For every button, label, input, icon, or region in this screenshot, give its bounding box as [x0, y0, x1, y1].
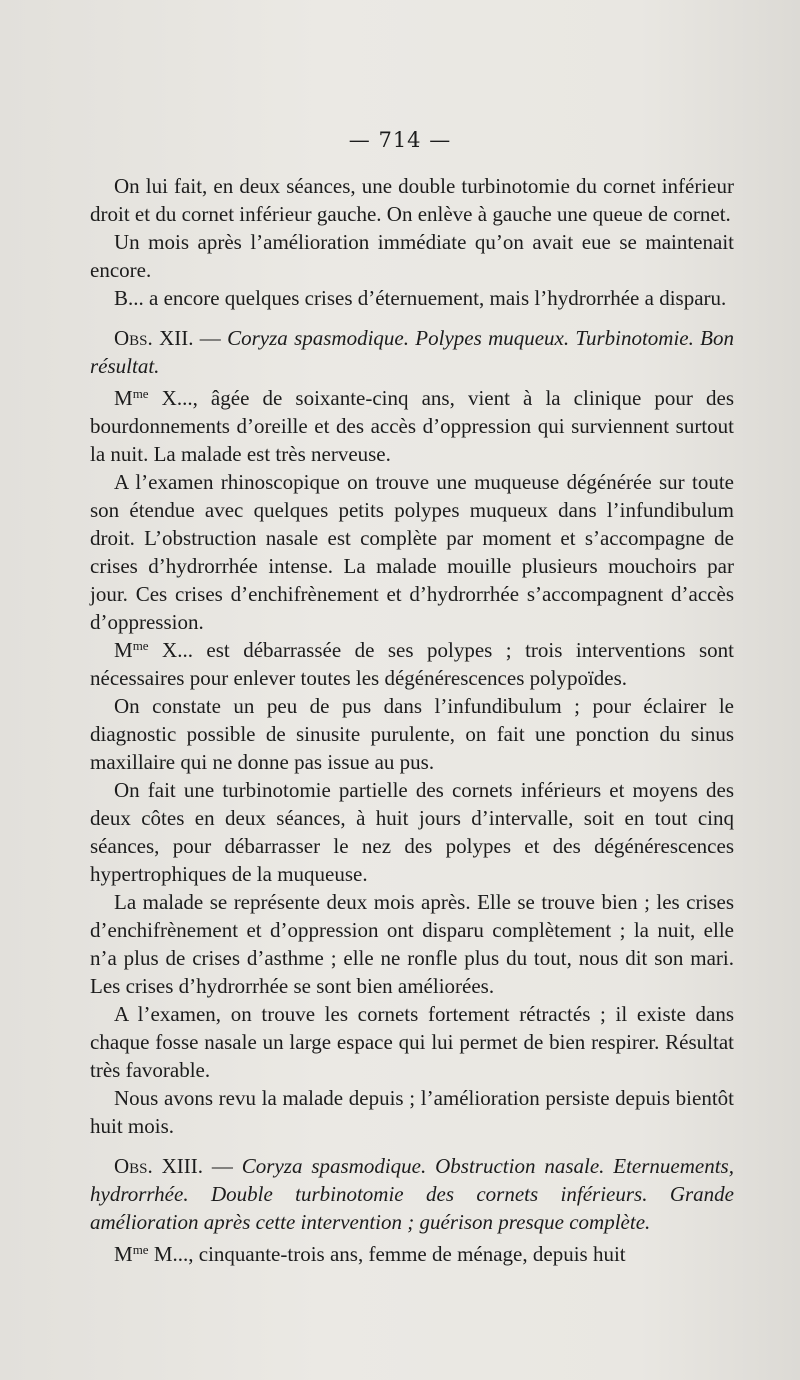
paragraph	[90, 1240, 734, 1268]
paragraph: On fait une turbinotomie partielle des cornets inférieurs et moyens des deux côtes en deux séances, à huit jours d’intervalle, soit en tout cinq séances, pour débarrasser le nez des polypes et des dégénérescences hypertrophiques de la muqueuse.	[90, 778, 734, 886]
title-abbrev-sup: me	[132, 386, 149, 401]
paragraph: La malade se représente deux mois après. Elle se trouve bien ; les crises d’enchifrènement et d’oppression ont disparu complètement ; la nuit, elle n’a plus de crises d’asthme ; elle ne ronfle plus du tout, nous dit son mari. Les crises d’hydrorrhée se sont bien améliorées.	[90, 890, 734, 998]
title-abbrev: M	[114, 1242, 133, 1266]
paragraph: B... a encore quelques crises d’éternuement, mais l’hydrorrhée a disparu.	[114, 286, 727, 310]
body-text	[90, 172, 734, 1268]
paragraph: On constate un peu de pus dans l’infundibulum ; pour éclairer le diagnostic possible de sinusite purulente, on fait une ponction du sinus maxillaire qui ne donne pas issue au pus.	[90, 694, 734, 774]
title-abbrev: M	[114, 638, 133, 662]
paragraph: A l’examen rhinoscopique on trouve une muqueuse dégénérée sur toute son étendue avec quelques petits polypes muqueux dans l’infundibulum droit. L’obstruction nasale est complète par moment et s’accompagne de crises d’hydrorrhée intense. La malade mouille plusieurs mouchoirs par jour. Ces crises d’enchifrènement et d’hydrorrhée s’accompagnent d’accès d’oppression.	[90, 470, 734, 634]
paragraph: Nous avons revu la malade depuis ; l’amélioration persiste depuis bientôt huit mois.	[90, 1086, 734, 1138]
page-number: — 714 —	[348, 128, 452, 152]
paragraph-text: X..., âgée de soixante-cinq ans, vient à la clinique pour des bourdonnements d’oreille et des accès d’oppression qui surviennent surtout la nuit. La malade est très nerveuse.	[90, 386, 734, 466]
paragraph: On lui fait, en deux séances, une double turbinotomie du cornet inférieur droit et du cornet inférieur gauche. On enlève à gauche une queue de cornet.	[90, 174, 734, 226]
title-abbrev: M	[114, 386, 133, 410]
paragraph-text: X... est débarrassée de ses polypes ; trois interventions sont nécessaires pour enlever toutes les dégénérescences polypoïdes.	[90, 638, 734, 690]
observation-label: Obs. XIII.	[114, 1154, 204, 1178]
observation-dash: —	[203, 1154, 242, 1178]
paragraph	[90, 384, 734, 468]
paragraph	[90, 636, 734, 692]
title-abbrev-sup: me	[132, 638, 149, 653]
observation-heading-xiii	[90, 1152, 734, 1236]
observation-label: Obs. XII.	[114, 326, 194, 350]
observation-dash: —	[193, 326, 228, 350]
observation-title: Coryza spasmodique. Obstruction nasale. Eternuements, hydrorrhée. Double turbinotomie des cornets inférieurs. Grande amélioration après cette intervention ; guérison presque complète.	[90, 1154, 734, 1234]
observation-heading-xii	[90, 324, 734, 380]
observation-title: Coryza spasmodique. Polypes muqueux. Turbinotomie. Bon résultat.	[90, 326, 734, 378]
paragraph-text: M..., cinquante-trois ans, femme de ménage, depuis huit	[148, 1242, 626, 1266]
paragraph: Un mois après l’amélioration immédiate qu’on avait eue se maintenait encore.	[90, 230, 734, 282]
paragraph: A l’examen, on trouve les cornets fortement rétractés ; il existe dans chaque fosse nasale un large espace qui lui permet de bien respirer. Résultat très favorable.	[90, 1002, 734, 1082]
title-abbrev-sup: me	[132, 1242, 149, 1257]
